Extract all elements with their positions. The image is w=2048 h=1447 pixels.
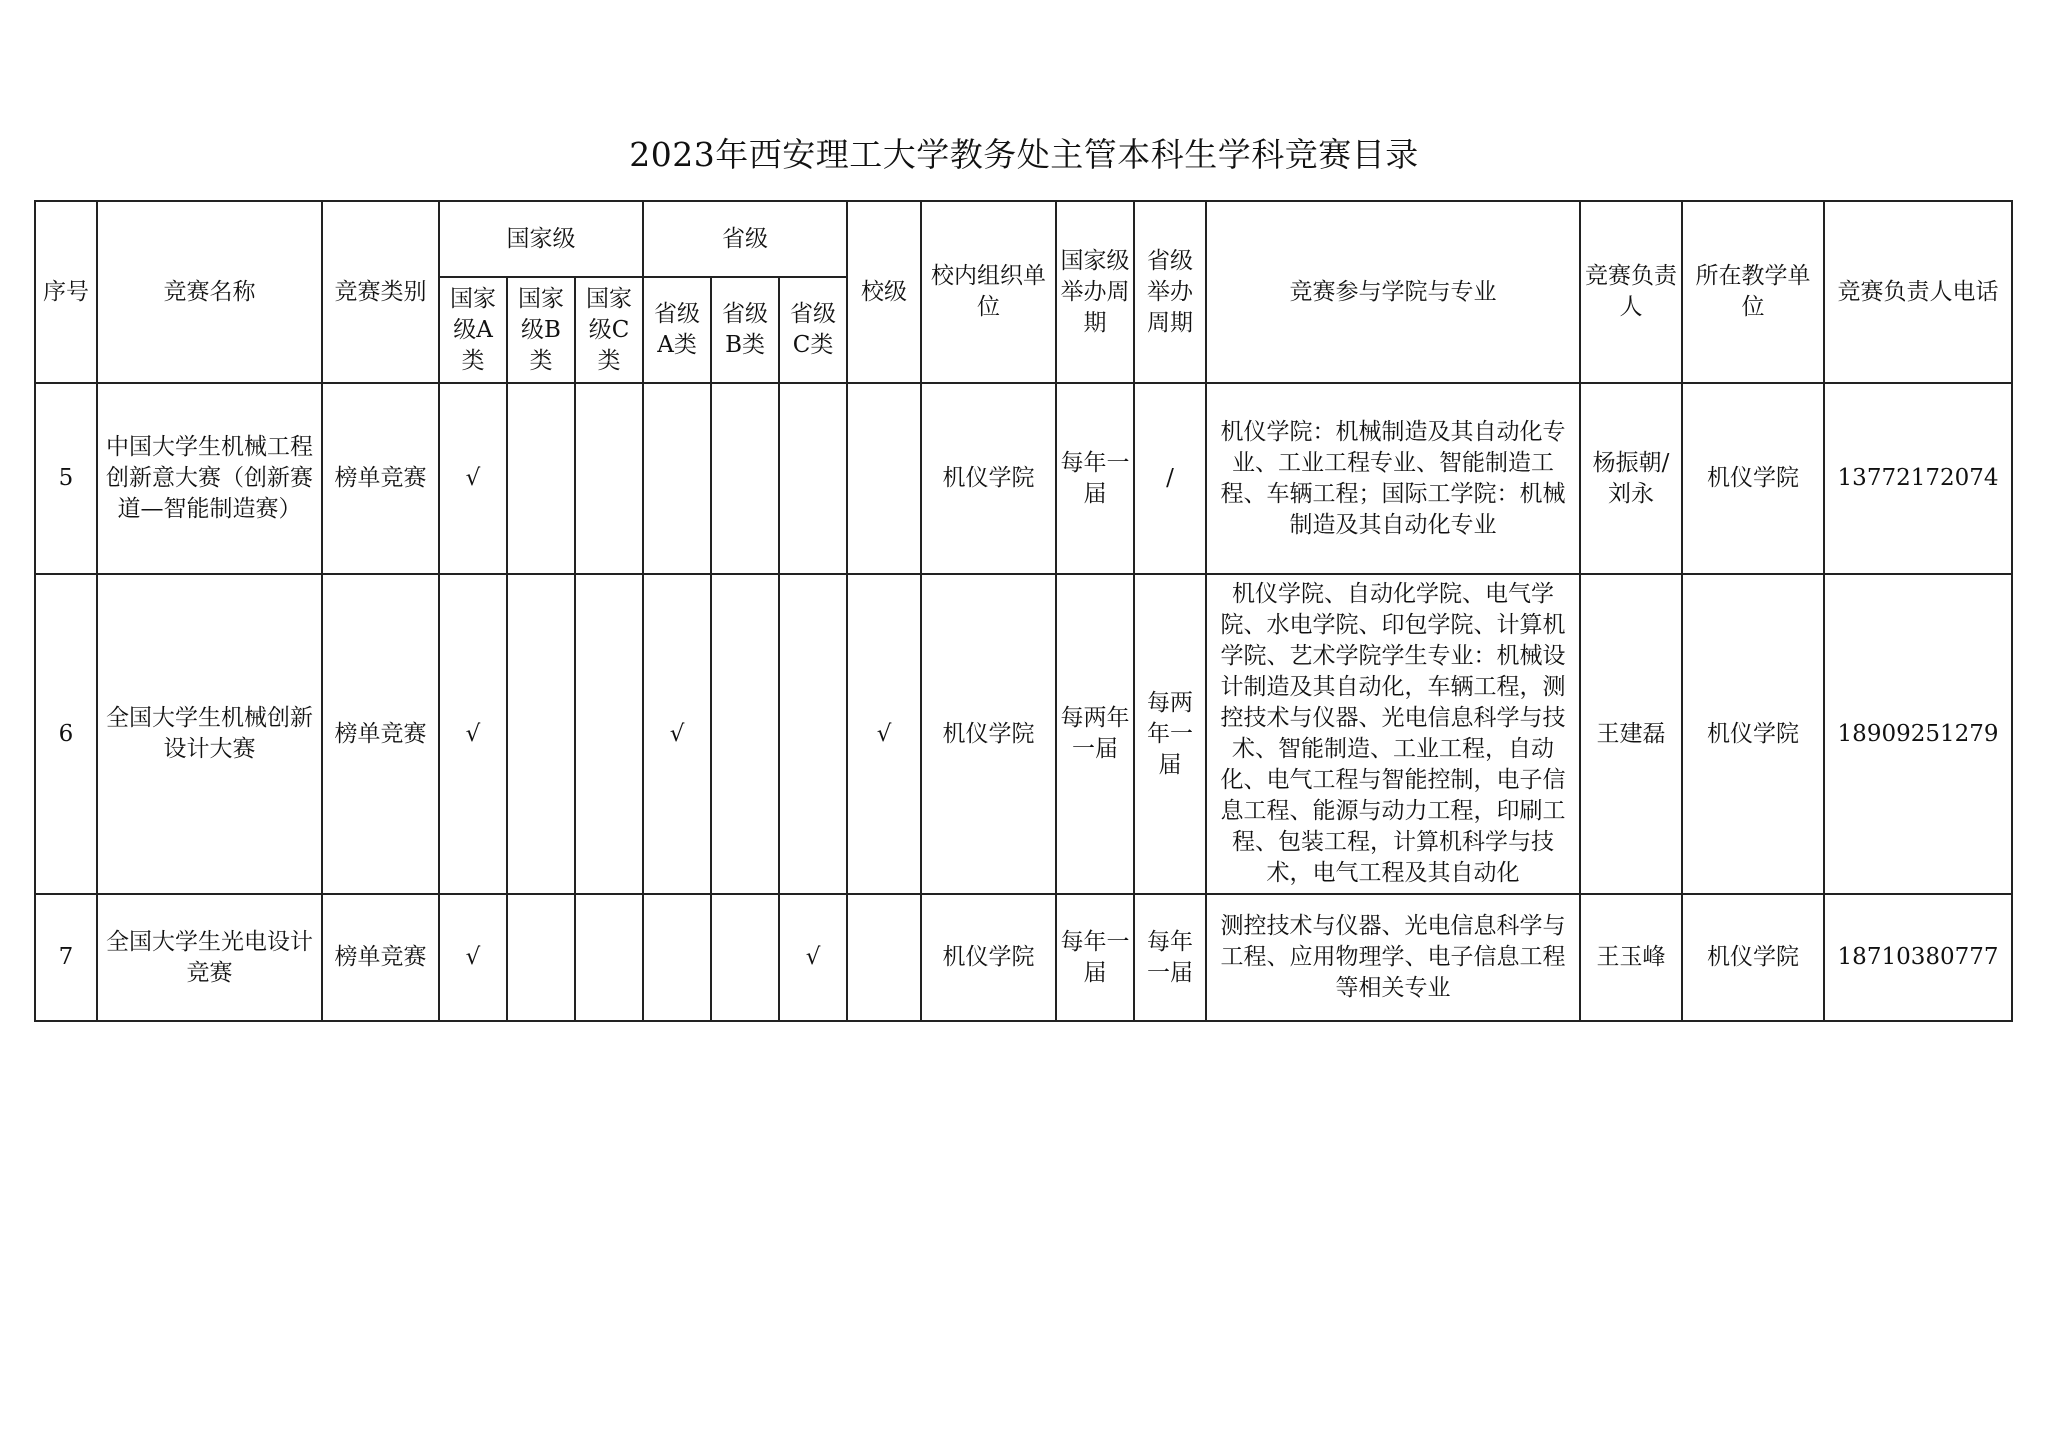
cell-organizer: 机仪学院 (921, 574, 1056, 894)
cell-organizer: 机仪学院 (921, 894, 1056, 1021)
header-provincial-cycle: 省级举办周期 (1134, 201, 1206, 383)
cell-national-c (575, 383, 643, 574)
cell-category: 榜单竞赛 (322, 574, 439, 894)
cell-provincial-a (643, 894, 711, 1021)
header-participants: 竞赛参与学院与专业 (1206, 201, 1580, 383)
cell-unit: 机仪学院 (1682, 894, 1824, 1021)
cell-participants: 测控技术与仪器、光电信息科学与工程、应用物理学、电子信息工程等相关专业 (1206, 894, 1580, 1021)
header-national-a: 国家级A类 (439, 277, 507, 383)
cell-national-c (575, 894, 643, 1021)
cell-phone: 18909251279 (1824, 574, 2012, 894)
cell-provincial-cycle: 每年一届 (1134, 894, 1206, 1021)
cell-seq: 6 (35, 574, 97, 894)
cell-participants: 机仪学院：机械制造及其自动化专业、工业工程专业、智能制造工程、车辆工程；国际工学院：机械制造及其自动化专业 (1206, 383, 1580, 574)
cell-unit: 机仪学院 (1682, 383, 1824, 574)
cell-national-b (507, 383, 575, 574)
header-row-1 (35, 201, 2012, 277)
cell-name: 全国大学生机械创新设计大赛 (97, 574, 322, 894)
header-national-cycle: 国家级举办周期 (1056, 201, 1134, 383)
header-category: 竞赛类别 (322, 201, 439, 383)
header-school: 校级 (847, 201, 921, 383)
table-row (35, 383, 2012, 574)
cell-school (847, 383, 921, 574)
cell-provincial-a: √ (643, 574, 711, 894)
table-row (35, 894, 2012, 1021)
cell-school (847, 894, 921, 1021)
cell-provincial-cycle: 每两年一届 (1134, 574, 1206, 894)
cell-organizer: 机仪学院 (921, 383, 1056, 574)
document-title: 2023年西安理工大学教务处主管本科生学科竞赛目录 (629, 135, 1419, 174)
cell-national-cycle: 每两年一届 (1056, 574, 1134, 894)
cell-name: 中国大学生机械工程创新意大赛（创新赛道—智能制造赛） (97, 383, 322, 574)
cell-national-b (507, 894, 575, 1021)
header-national-group: 国家级 (439, 201, 643, 277)
cell-seq: 5 (35, 383, 97, 574)
cell-leader: 王建磊 (1580, 574, 1682, 894)
cell-school: √ (847, 574, 921, 894)
cell-unit: 机仪学院 (1682, 574, 1824, 894)
cell-provincial-c (779, 574, 847, 894)
header-provincial-c: 省级C类 (779, 277, 847, 383)
cell-phone: 13772172074 (1824, 383, 2012, 574)
cell-provincial-b (711, 574, 779, 894)
cell-national-cycle: 每年一届 (1056, 383, 1134, 574)
cell-category: 榜单竞赛 (322, 383, 439, 574)
header-seq: 序号 (35, 201, 97, 383)
header-phone: 竞赛负责人电话 (1824, 201, 2012, 383)
header-provincial-a: 省级A类 (643, 277, 711, 383)
cell-participants: 机仪学院、自动化学院、电气学院、水电学院、印包学院、计算机学院、艺术学院学生专业：机械设计制造及其自动化，车辆工程，测控技术与仪器、光电信息科学与技术、智能制造、工业工程，自动化、电气工程与智能控制，电子信息工程、能源与动力工程，印刷工程、包装工程，计算机科学与技术，电气工程及其自动化 (1220, 581, 1566, 886)
cell-provincial-cycle: / (1134, 383, 1206, 574)
cell-national-b (507, 574, 575, 894)
header-provincial-b: 省级B类 (711, 277, 779, 383)
header-name: 竞赛名称 (97, 201, 322, 383)
cell-leader: 王玉峰 (1580, 894, 1682, 1021)
header-provincial-group: 省级 (643, 201, 847, 277)
header-leader: 竞赛负责人 (1580, 201, 1682, 383)
cell-provincial-a (643, 383, 711, 574)
cell-national-a: √ (439, 383, 507, 574)
cell-provincial-b (711, 894, 779, 1021)
header-national-c: 国家级C类 (575, 277, 643, 383)
cell-provincial-b (711, 383, 779, 574)
cell-provincial-c: √ (779, 894, 847, 1021)
cell-provincial-c (779, 383, 847, 574)
competition-table (34, 200, 2013, 1022)
cell-phone: 18710380777 (1824, 894, 2012, 1021)
header-national-b: 国家级B类 (507, 277, 575, 383)
cell-national-a: √ (439, 894, 507, 1021)
table-row (35, 574, 2012, 894)
header-unit: 所在教学单位 (1682, 201, 1824, 383)
cell-national-cycle: 每年一届 (1056, 894, 1134, 1021)
cell-national-a: √ (439, 574, 507, 894)
cell-category: 榜单竞赛 (322, 894, 439, 1021)
cell-participants-wrap (1206, 574, 1580, 894)
cell-seq: 7 (35, 894, 97, 1021)
cell-name: 全国大学生光电设计竞赛 (97, 894, 322, 1021)
cell-leader: 杨振朝/刘永 (1580, 383, 1682, 574)
cell-national-c (575, 574, 643, 894)
header-organizer: 校内组织单位 (921, 201, 1056, 383)
